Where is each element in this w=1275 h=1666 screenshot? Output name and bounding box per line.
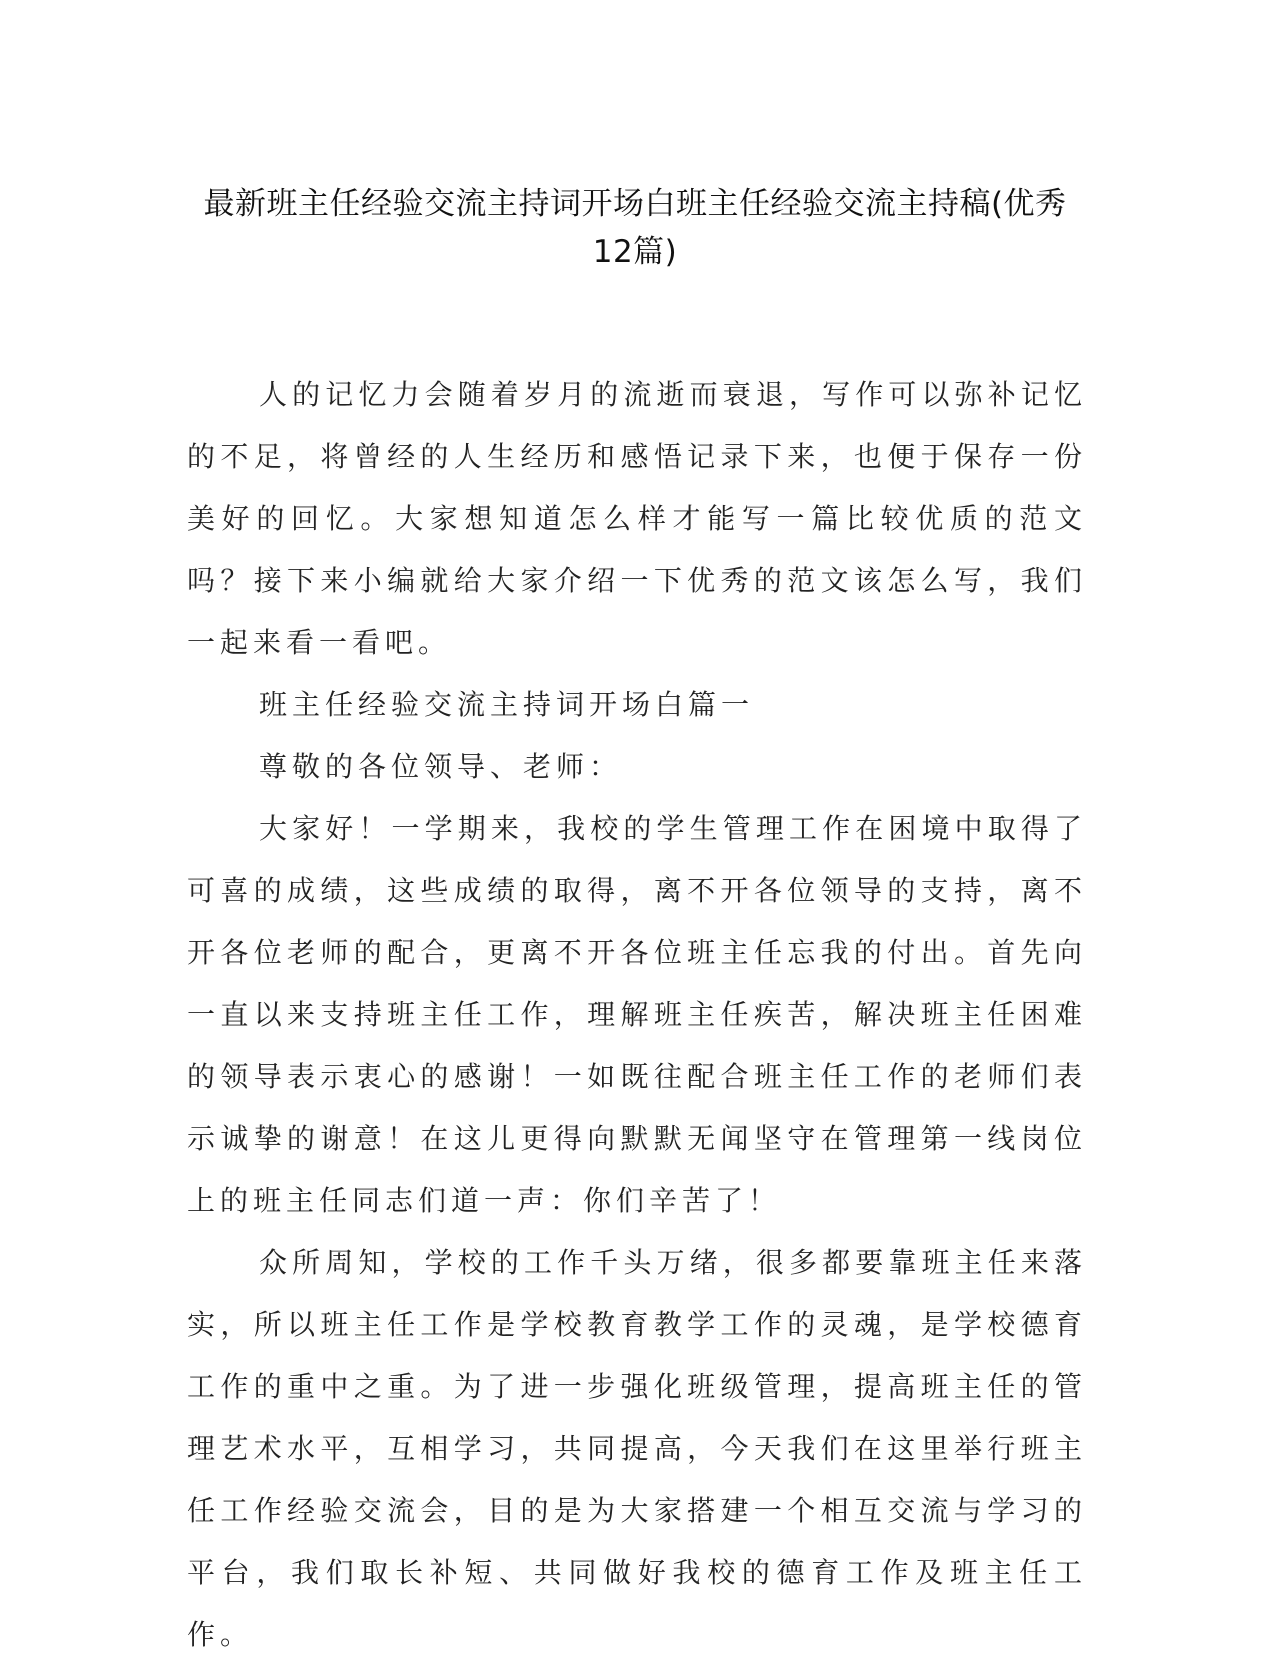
paragraph-intro: 人的记忆力会随着岁月的流逝而衰退，写作可以弥补记忆的不足，将曾经的人生经历和感悟记录下来，也便于保存一份美好的回忆。大家想知道怎么样才能写一篇比较优质的范文吗？接下来小编就给大家介绍一下优秀的范文该怎么写，我们一起来看一看吧。 <box>187 378 1087 659</box>
section-heading: 班主任经验交流主持词开场白篇一 <box>259 688 755 721</box>
document-title: 最新班主任经验交流主持词开场白班主任经验交流主持稿(优秀12篇) <box>203 186 1067 270</box>
paragraph-greeting: 大家好！一学期来，我校的学生管理工作在困境中取得了可喜的成绩，这些成绩的取得，离不开各位领导的支持，离不开各位老师的配合，更离不开各位班主任忘我的付出。首先向一直以来支持班主任工作，理解班主任疾苦，解决班主任困难的领导表示衷心的感谢！一如既往配合班主任工作的老师们表示诚挚的谢意！在这儿更得向默默无闻坚守在管理第一线岗位上的班主任同志们道一声：你们辛苦了！ <box>187 812 1087 1217</box>
paragraph-purpose: 众所周知，学校的工作千头万绪，很多都要靠班主任来落实，所以班主任工作是学校教育教学工作的灵魂，是学校德育工作的重中之重。为了进一步强化班级管理，提高班主任的管理艺术水平，互相学习，共同提高，今天我们在这里举行班主任工作经验交流会，目的是为大家搭建一个相互交流与学习的平台，我们取长补短、共同做好我校的德育工作及班主任工作。 <box>187 1246 1087 1651</box>
salutation: 尊敬的各位领导、老师： <box>259 750 623 783</box>
document-body <box>187 364 1087 1666</box>
